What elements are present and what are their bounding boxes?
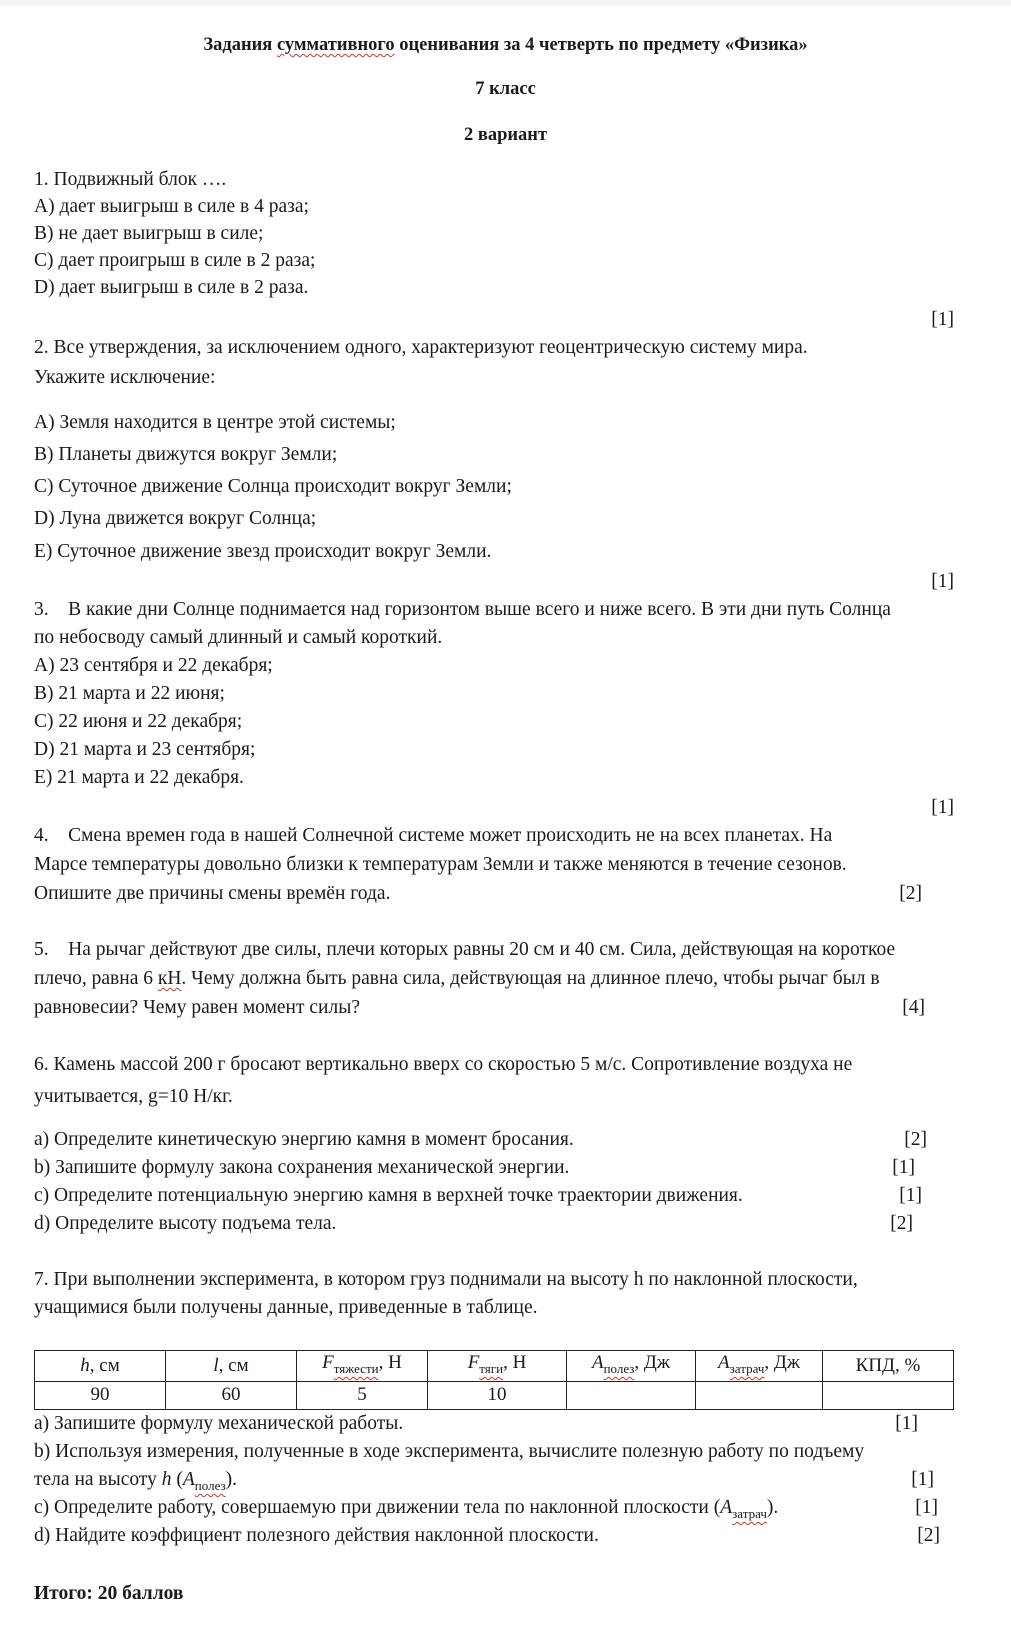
variant-label: 2 вариант <box>463 125 548 145</box>
q5-question-line: 5. На рычаг действуют две силы, плечи которых равны 20 см и 40 см. Сила, действующая на короткое <box>34 939 896 960</box>
q5-text: . Чему должна быть равна сила, действующая на длинное плечо, чтобы рычаг был в <box>181 968 880 989</box>
q3-option: Е) 21 марта и 22 декабря. <box>34 767 244 788</box>
q2-question-line: Укажите исключение: <box>34 367 216 388</box>
header-symbol: h <box>80 1354 90 1376</box>
q7-part-b-mark: [1] <box>911 1469 934 1490</box>
q2-option: В) Планеты движутся вокруг Земли; <box>34 444 338 465</box>
table-row <box>35 1381 954 1409</box>
header-unit: , см <box>89 1354 120 1376</box>
q7-part-a-mark: [1] <box>895 1413 918 1434</box>
q6-part-mark: [2] <box>904 1129 927 1150</box>
grade-label: 7 класс <box>475 79 536 99</box>
table-header-cell <box>696 1351 823 1382</box>
part-b-subscript: полез <box>194 1477 226 1493</box>
q5-text: плечо, равна 6 <box>34 968 158 989</box>
table-cell: 10 <box>428 1381 567 1409</box>
table-header-cell <box>35 1351 166 1382</box>
header-subscript: тяги <box>479 1360 504 1376</box>
title-prefix: Задания <box>203 35 277 55</box>
part-b-text: тела на высоту <box>34 1469 162 1490</box>
header-symbol: А <box>591 1352 604 1373</box>
q7-question-line: 7. При выполнении эксперимента, в котором груз поднимали на высоту h по наклонной плоскости, <box>34 1269 858 1290</box>
q1-option: D) дает выигрыш в силе в 2 раза. <box>34 277 309 298</box>
header-symbol: А <box>718 1352 730 1373</box>
q2-option: D) Луна движется вокруг Солнца; <box>34 508 317 529</box>
q4-question-line: Опишите две причины смены времён года. <box>34 883 391 904</box>
table-header-cell <box>823 1351 954 1382</box>
header-unit: , Дж <box>764 1352 800 1373</box>
q2-option: С) Суточное движение Солнца происходит вокруг Земли; <box>34 476 512 497</box>
header-unit: , Дж <box>634 1352 671 1373</box>
q7-part-b-line: b) Используя измерения, полученные в ходе эксперимента, вычислите полезную работу по подъему <box>34 1441 865 1462</box>
table-header-row <box>35 1351 954 1382</box>
header-unit: , см <box>218 1354 249 1376</box>
title-spellcheck-word: суммативного <box>276 35 395 55</box>
page-title <box>0 33 1011 57</box>
header-unit: , Н <box>378 1352 402 1373</box>
q1-option: А) дает выигрыш в силе в 4 раза; <box>34 196 309 217</box>
total-score: Итого: 20 баллов <box>34 1583 184 1604</box>
header-subscript: тяжести <box>333 1360 379 1376</box>
q6-part-mark: [1] <box>892 1157 915 1178</box>
header-subscript: затрач <box>729 1360 765 1376</box>
q1-question: 1. Подвижный блок …. <box>34 169 227 190</box>
table-cell: 5 <box>297 1381 428 1409</box>
header-symbol: F <box>467 1352 480 1373</box>
q7-question-line: учащимися были получены данные, приведенные в таблице. <box>34 1297 538 1318</box>
table-cell: 90 <box>35 1381 166 1409</box>
q4-question-line: 4. Смена времен года в нашей Солнечной системе может происходить не на всех планетах. На <box>34 825 833 846</box>
part-b-text: ). <box>225 1469 238 1490</box>
q7-part-b-line <box>34 1468 237 1498</box>
header-unit: , % <box>895 1354 921 1376</box>
part-c-symbol: А <box>720 1497 733 1518</box>
q7-part-c-mark: [1] <box>915 1497 938 1518</box>
part-c-text: c) Определите работу, совершаемую при движении тела по наклонной плоскости ( <box>34 1497 721 1518</box>
q7-part-d: d) Найдите коэффициент полезного действия наклонной плоскости. <box>34 1525 599 1546</box>
header-unit: , Н <box>503 1352 527 1373</box>
q1-option: С) дает проигрыш в силе в 2 раза; <box>34 250 316 271</box>
scan-top-edge <box>0 0 1011 6</box>
q3-option: D) 21 марта и 23 сентября; <box>34 739 256 760</box>
q3-option: А) 23 сентября и 22 декабря; <box>34 655 273 676</box>
q2-question-line: 2. Все утверждения, за исключением одного, характеризуют геоцентрическую систему мира. <box>34 337 808 358</box>
experiment-table <box>34 1350 954 1410</box>
q2-mark: [1] <box>931 571 954 592</box>
table-cell <box>823 1381 954 1409</box>
q5-mark: [4] <box>902 997 925 1018</box>
q6-part: a) Определите кинетическую энергию камня в момент бросания. <box>34 1129 574 1150</box>
q5-spellcheck-word: кН <box>157 968 182 989</box>
q4-mark: [2] <box>899 883 922 904</box>
q6-part: d) Определите высоту подъема тела. <box>34 1213 337 1234</box>
part-b-symbol: А <box>182 1469 195 1490</box>
part-c-subscript: затрач <box>732 1505 767 1521</box>
header-symbol: F <box>322 1352 334 1373</box>
table-header-cell <box>567 1351 696 1382</box>
table-cell <box>696 1381 823 1409</box>
part-c-text: ). <box>766 1497 779 1518</box>
table-header-cell <box>297 1351 428 1382</box>
q5-question-line: равновесии? Чему равен момент силы? <box>34 997 360 1018</box>
q3-option: С) 22 июня и 22 декабря; <box>34 711 243 732</box>
q1-option: В) не дает выигрыш в силе; <box>34 223 264 244</box>
table-header-cell <box>166 1351 297 1382</box>
q5-question-line <box>34 967 880 991</box>
q3-mark: [1] <box>931 797 954 818</box>
q7-part-c <box>34 1496 778 1526</box>
q6-part-mark: [1] <box>899 1185 922 1206</box>
header-symbol: КПД <box>855 1354 896 1376</box>
q1-mark: [1] <box>931 309 954 330</box>
q3-question-line: по небосводу самый длинный и самый короткий. <box>34 627 443 648</box>
q2-option: Е) Суточное движение звезд происходит вокруг Земли. <box>34 541 492 562</box>
table-header-cell <box>428 1351 567 1382</box>
q6-part-mark: [2] <box>890 1213 913 1234</box>
q6-part: b) Запишите формулу закона сохранения механической энергии. <box>34 1157 570 1178</box>
header-subscript: полез <box>603 1360 635 1376</box>
part-b-symbol: h <box>161 1469 172 1490</box>
table-cell: 60 <box>166 1381 297 1409</box>
q7-part-a: a) Запишите формулу механической работы. <box>34 1413 404 1434</box>
q6-part: c) Определите потенциальную энергию камня в верхней точке траектории движения. <box>34 1185 743 1206</box>
q3-option: В) 21 марта и 22 июня; <box>34 683 225 704</box>
q3-question-line: 3. В какие дни Солнце поднимается над горизонтом выше всего и ниже всего. В эти дни путь Солнца <box>34 599 891 620</box>
header-symbol: l <box>213 1354 219 1376</box>
q7-part-d-mark: [2] <box>917 1525 940 1546</box>
table-cell <box>567 1381 696 1409</box>
part-b-text: ( <box>171 1469 183 1490</box>
q4-question-line: Марсе температуры довольно близки к температурам Земли и также меняются в течение сезонов. <box>34 854 847 875</box>
title-suffix: оценивания за 4 четверть по предмету «Физика» <box>394 35 808 55</box>
q6-question-line: 6. Камень массой 200 г бросают вертикально вверх со скоростью 5 м/с. Сопротивление воздуха не <box>34 1054 853 1075</box>
q2-option: А) Земля находится в центре этой системы; <box>34 412 396 433</box>
q6-question-line: учитывается, g=10 Н/кг. <box>34 1086 233 1107</box>
